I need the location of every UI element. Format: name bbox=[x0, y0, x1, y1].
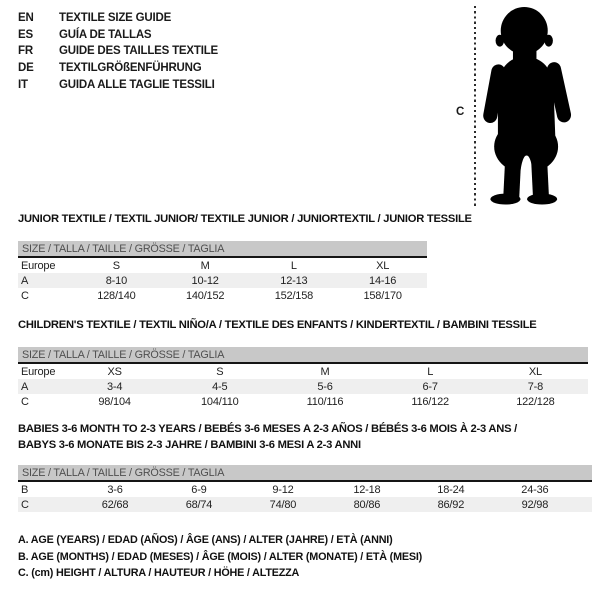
language-row-it bbox=[18, 79, 218, 96]
junior-section-title: JUNIOR TEXTILE / TEXTIL JUNIOR/ TEXTILE JUNIOR / JUNIORTEXTIL / JUNIOR TESSILE bbox=[18, 213, 472, 225]
row-label: C bbox=[21, 289, 29, 302]
language-code: FR bbox=[18, 45, 33, 58]
height-measure-label: C bbox=[456, 106, 465, 118]
table-row bbox=[18, 288, 427, 303]
language-code: DE bbox=[18, 62, 34, 75]
babies-size-table bbox=[18, 465, 592, 512]
size-cell: 104/110 bbox=[201, 395, 239, 408]
table-row bbox=[18, 379, 588, 394]
footnotes bbox=[18, 532, 422, 582]
language-title: GUIDE DES TAILLES TEXTILE bbox=[59, 45, 218, 58]
language-row-fr bbox=[18, 45, 218, 62]
table-row bbox=[18, 481, 592, 497]
row-label: B bbox=[21, 483, 29, 496]
size-cell: 92/98 bbox=[493, 497, 577, 512]
spacer-cell bbox=[577, 481, 592, 497]
size-cell: 128/140 bbox=[97, 289, 136, 302]
babies-section-title bbox=[18, 422, 578, 453]
language-title: TEXTILGRÖßENFÜHRUNG bbox=[59, 62, 202, 75]
table-row bbox=[18, 257, 427, 273]
footnote-b: B. AGE (MONTHS) / EDAD (MESES) / ÂGE (MOIS) / ALTER (MONATE) / ETÀ (MESI) bbox=[18, 550, 423, 563]
size-cell: 9-12 bbox=[272, 483, 294, 496]
size-header-bar: SIZE / TALLA / TAILLE / GRÖSSE / TAGLIA bbox=[18, 465, 592, 481]
size-cell: XL bbox=[528, 365, 542, 378]
size-header-bar: SIZE / TALLA / TAILLE / GRÖSSE / TAGLIA bbox=[18, 347, 588, 363]
size-cell: 98/104 bbox=[98, 395, 131, 408]
children-size-table bbox=[18, 347, 588, 409]
table-row bbox=[18, 363, 588, 379]
size-cell: 12-13 bbox=[250, 273, 339, 288]
size-cell: 8-10 bbox=[72, 273, 161, 288]
size-cell: 122/128 bbox=[516, 395, 555, 408]
junior-size-table bbox=[18, 241, 427, 303]
size-cell: XS bbox=[107, 365, 122, 378]
size-cell: 3-4 bbox=[62, 379, 167, 394]
size-cell: 12-18 bbox=[353, 483, 381, 496]
language-code: ES bbox=[18, 28, 33, 41]
size-cell: 140/152 bbox=[185, 289, 225, 302]
row-label: Europe bbox=[21, 259, 56, 272]
footnote-c: C. (cm) HEIGHT / ALTURA / HAUTEUR / HÖHE / ALTEZZA bbox=[18, 567, 300, 580]
size-cell: 3-6 bbox=[107, 483, 123, 496]
size-cell: 7-8 bbox=[483, 379, 588, 394]
language-title: GUIDA ALLE TAGLIE TESSILI bbox=[59, 78, 215, 91]
table-row bbox=[18, 394, 588, 409]
language-title: GUÍA DE TALLAS bbox=[59, 28, 152, 41]
language-legend bbox=[18, 12, 218, 95]
size-cell: S bbox=[216, 365, 224, 378]
size-cell: 24-36 bbox=[521, 483, 549, 496]
size-cell: 18-24 bbox=[437, 483, 465, 496]
size-cell: 68/74 bbox=[157, 497, 241, 512]
row-label: C bbox=[18, 497, 73, 512]
language-row-en bbox=[18, 12, 218, 29]
children-section-title: CHILDREN'S TEXTILE / TEXTIL NIÑO/A / TEXTILE DES ENFANTS / KINDERTEXTIL / BAMBINI TESSILE bbox=[18, 319, 537, 331]
size-cell: 158/170 bbox=[363, 289, 402, 302]
language-code: EN bbox=[18, 12, 34, 24]
table-row bbox=[18, 273, 427, 288]
row-label: A bbox=[18, 273, 72, 288]
language-row-de bbox=[18, 62, 218, 79]
size-header-bar: SIZE / TALLA / TAILLE / GRÖSSE / TAGLIA bbox=[18, 241, 427, 257]
footnote-a: A. AGE (YEARS) / EDAD (AÑOS) / ÂGE (ANS) / ALTER (JAHRE) / ETÀ (ANNI) bbox=[18, 534, 393, 546]
size-cell: 6-7 bbox=[378, 379, 483, 394]
size-cell: 62/68 bbox=[73, 497, 157, 512]
size-cell: 116/122 bbox=[411, 395, 449, 408]
babies-title-line2: BABYS 3-6 MONATE BIS 2-3 JAHRE / BAMBINI 3-6 MESI A 2-3 ANNI bbox=[18, 438, 361, 451]
language-title: TEXTILE SIZE GUIDE bbox=[59, 12, 172, 24]
size-cell: 10-12 bbox=[161, 273, 250, 288]
size-cell: 152/158 bbox=[274, 289, 314, 302]
spacer-cell bbox=[577, 497, 592, 512]
size-cell: 5-6 bbox=[272, 379, 377, 394]
size-cell: S bbox=[112, 259, 120, 272]
height-dashed-line bbox=[474, 6, 476, 208]
babies-title-line1: BABIES 3-6 MONTH TO 2-3 YEARS / BEBÉS 3-6 MESES A 2-3 AÑOS / BÉBÉS 3-6 MOIS À 2-3 ANS / bbox=[18, 423, 518, 435]
size-cell: L bbox=[427, 365, 434, 378]
size-cell: 4-5 bbox=[167, 379, 272, 394]
language-code: IT bbox=[18, 78, 28, 91]
language-row-es bbox=[18, 29, 218, 46]
size-cell: XL bbox=[376, 259, 390, 272]
size-cell: 110/116 bbox=[306, 395, 344, 408]
row-label: Europe bbox=[21, 365, 56, 378]
size-cell: 14-16 bbox=[338, 273, 427, 288]
row-label: C bbox=[21, 395, 29, 408]
size-cell: 74/80 bbox=[241, 497, 325, 512]
baby-silhouette-icon bbox=[481, 5, 575, 208]
table-row bbox=[18, 497, 592, 512]
size-cell: 86/92 bbox=[409, 497, 493, 512]
size-cell: M bbox=[200, 259, 210, 272]
size-cell: L bbox=[290, 259, 297, 272]
size-cell: M bbox=[320, 365, 330, 378]
row-label: A bbox=[18, 379, 62, 394]
size-cell: 6-9 bbox=[191, 483, 207, 496]
size-cell: 80/86 bbox=[325, 497, 409, 512]
